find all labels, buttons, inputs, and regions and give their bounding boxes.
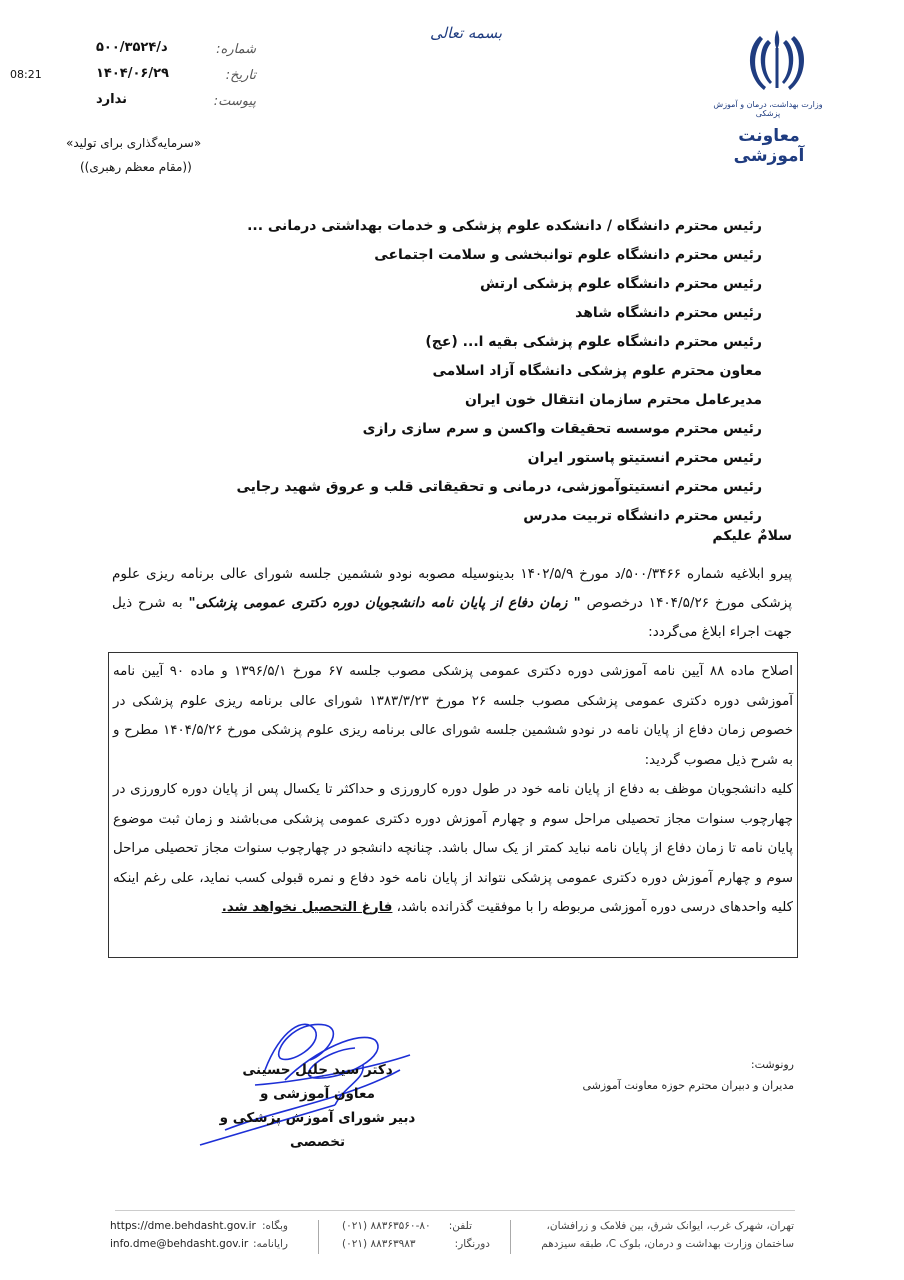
recipient-line: رئیس محترم دانشگاه علوم توانبخشی و سلامت اجتماعی <box>374 247 762 263</box>
website-label: وبگاه: <box>261 1220 288 1232</box>
phone-label: تلفن: <box>448 1220 472 1232</box>
attachment-label: پیوست: <box>213 94 256 109</box>
recipient-line: رئیس محترم موسسه تحقیقات واکسن و سرم سازی رازی <box>362 421 762 437</box>
time-stamp: 08:21 <box>10 68 42 81</box>
email-link[interactable]: info.dme@behdasht.gov.ir <box>110 1238 249 1250</box>
recipient-line: رئیس محترم دانشگاه تربیت مدرس <box>523 508 762 524</box>
footer-divider <box>115 1210 795 1211</box>
fax-label: دورنگار: <box>454 1238 490 1250</box>
attachment-row <box>96 92 256 114</box>
signatory-title-1: معاون آموزشی و <box>260 1086 375 1102</box>
cc-recipients: مدیران و دبیران محترم حوزه معاونت آموزشی <box>582 1079 794 1092</box>
recipient-line: رئیس محترم دانشگاه شاهد <box>575 305 762 321</box>
ministry-name: وزارت بهداشت، درمان و آموزش پزشکی <box>713 100 823 118</box>
email-label: رایانامه: <box>252 1238 288 1250</box>
signatory-title-2: دبیر شورای آموزش پزشکی و تخصصی <box>219 1110 416 1150</box>
letter-date-row <box>96 66 256 88</box>
signatory-name: دکتر سید جلیل حسینی <box>242 1062 393 1078</box>
footer-separator <box>318 1220 319 1254</box>
resolution-text: کلیه دانشجویان موظف به دفاع از پایان نامه خود در طول دوره کارورزی و حداکثر تا یکسال پس از پایان دوره کارورزی در چهارچوب سنوات مجاز تحصیلی مراحل سوم و چهارم آموزش دوره دکتری عمومی پزشکی می‌باشند و زمان ثبت موضوع پایان نامه تا زمان دفاع از پایان نامه نباید کمتر از یک سال باشد. چنانچه دانشجو در چهارچوب سنوات مجاز تحصیلی مراحل سوم و چهارم آموزش دوره دکتری عمومی پزشکی نتواند از پایان نامه خود دفاع و نمره قبولی کسب نماید، علی رغم اینکه کلیه واحدهای درسی دوره آموزشی مربوطه را با موفقیت گذرانده باشد، <box>113 782 793 915</box>
recipient-line: رئیس محترم انستیتوآموزشی، درمانی و تحقیقاتی قلب و عروق شهید رجایی <box>236 479 762 495</box>
phone-value: (۰۲۱) ۸۸۳۶۳۵۶۰-۸۰ <box>342 1220 431 1232</box>
cc-label: رونوشت: <box>750 1058 794 1071</box>
address-line-2: ساختمان وزارت بهداشت و درمان، بلوک C، طبقه سیزدهم <box>541 1238 794 1250</box>
website-link[interactable]: https://dme.behdasht.gov.ir <box>110 1220 256 1232</box>
signature-block <box>205 1058 430 1154</box>
intro-text: پیرو ابلاغیه شماره ۵۰۰/۳۴۶۶/د مورخ ۱۴۰۲/۵/۹ بدینوسیله مصوبه نودو ششمین جلسه شورای عالی برنامه ریزی علوم پزشکی مورخ ۱۴۰۴/۵/۲۶ درخصوص <box>112 566 792 611</box>
intro-subject: " زمان دفاع از پایان نامه دانشجویان دوره دکتری عمومی پزشکی" <box>188 595 581 611</box>
address-line-1: تهران، شهرک غرب، ایوانک شرق، بین فلامک و زرافشان، <box>546 1220 794 1232</box>
attachment-value: ندارد <box>96 92 128 107</box>
resolution-emphasis: فارغ التحصیل نخواهد شد. <box>221 900 393 915</box>
recipients-list <box>142 212 762 531</box>
resolution-paragraph-1: اصلاح ماده ۸۸ آیین نامه آموزشی دوره دکتری عمومی پزشکی مصوب جلسه ۶۷ مورخ ۱۳۹۶/۵/۱ و ماده ۹۰ آیین نامه آموزشی دوره دکتری عمومی پزشکی مصوب جلسه ۲۶ مورخ ۱۳۸۳/۳/۲۳ شورای عالی برنامه ریزی علوم پزشکی در خصوص زمان دفاع از پایان نامه در نودو ششمین جلسه شورای عالی برنامه ریزی علوم پزشکی مورخ ۱۴۰۴/۵/۲۶ مطرح و به شرح ذیل مصوب گردید: <box>113 664 794 768</box>
intro-text-end: به شرح ذیل جهت اجراء ابلاغ می‌گردد: <box>112 595 792 640</box>
recipient-line: رئیس محترم انستیتو پاستور ایران <box>527 450 762 466</box>
iran-emblem-logo <box>738 26 816 96</box>
slogan-source: ((مقام معظم رهبری)) <box>80 160 192 174</box>
letter-number-row <box>96 40 256 62</box>
department-name: معاونت آموزشی <box>733 126 805 166</box>
greeting: سلامٌ علیکم <box>712 528 792 544</box>
footer-separator <box>510 1220 511 1254</box>
number-value: د/۵۰۰/۳۵۲۴ <box>96 40 168 55</box>
recipient-line: رئیس محترم دانشگاه علوم پزشکی بقیه ا... (عج) <box>425 334 762 350</box>
recipient-line: معاون محترم علوم پزشکی دانشگاه آزاد اسلامی <box>432 363 762 379</box>
intro-paragraph <box>112 560 792 647</box>
recipient-line: مدیرعامل محترم سازمان انتقال خون ایران <box>464 392 762 408</box>
resolution-paragraph-2 <box>113 775 793 923</box>
slogan: «سرمایه‌گذاری برای تولید» <box>66 136 202 150</box>
date-label: تاریخ: <box>225 68 256 83</box>
recipient-line: رئیس محترم دانشگاه / دانشکده علوم پزشکی و خدمات بهداشتی درمانی ... <box>247 218 762 234</box>
fax-value: (۰۲۱) ۸۸۳۶۳۹۸۳ <box>342 1238 416 1250</box>
number-label: شماره: <box>216 42 256 57</box>
bismillah-heading: بسمه تعالی <box>430 24 503 42</box>
recipient-line: رئیس محترم دانشگاه علوم پزشکی ارتش <box>479 276 762 292</box>
resolution-box <box>108 652 798 958</box>
date-value: ۱۴۰۴/۰۶/۲۹ <box>96 66 169 81</box>
